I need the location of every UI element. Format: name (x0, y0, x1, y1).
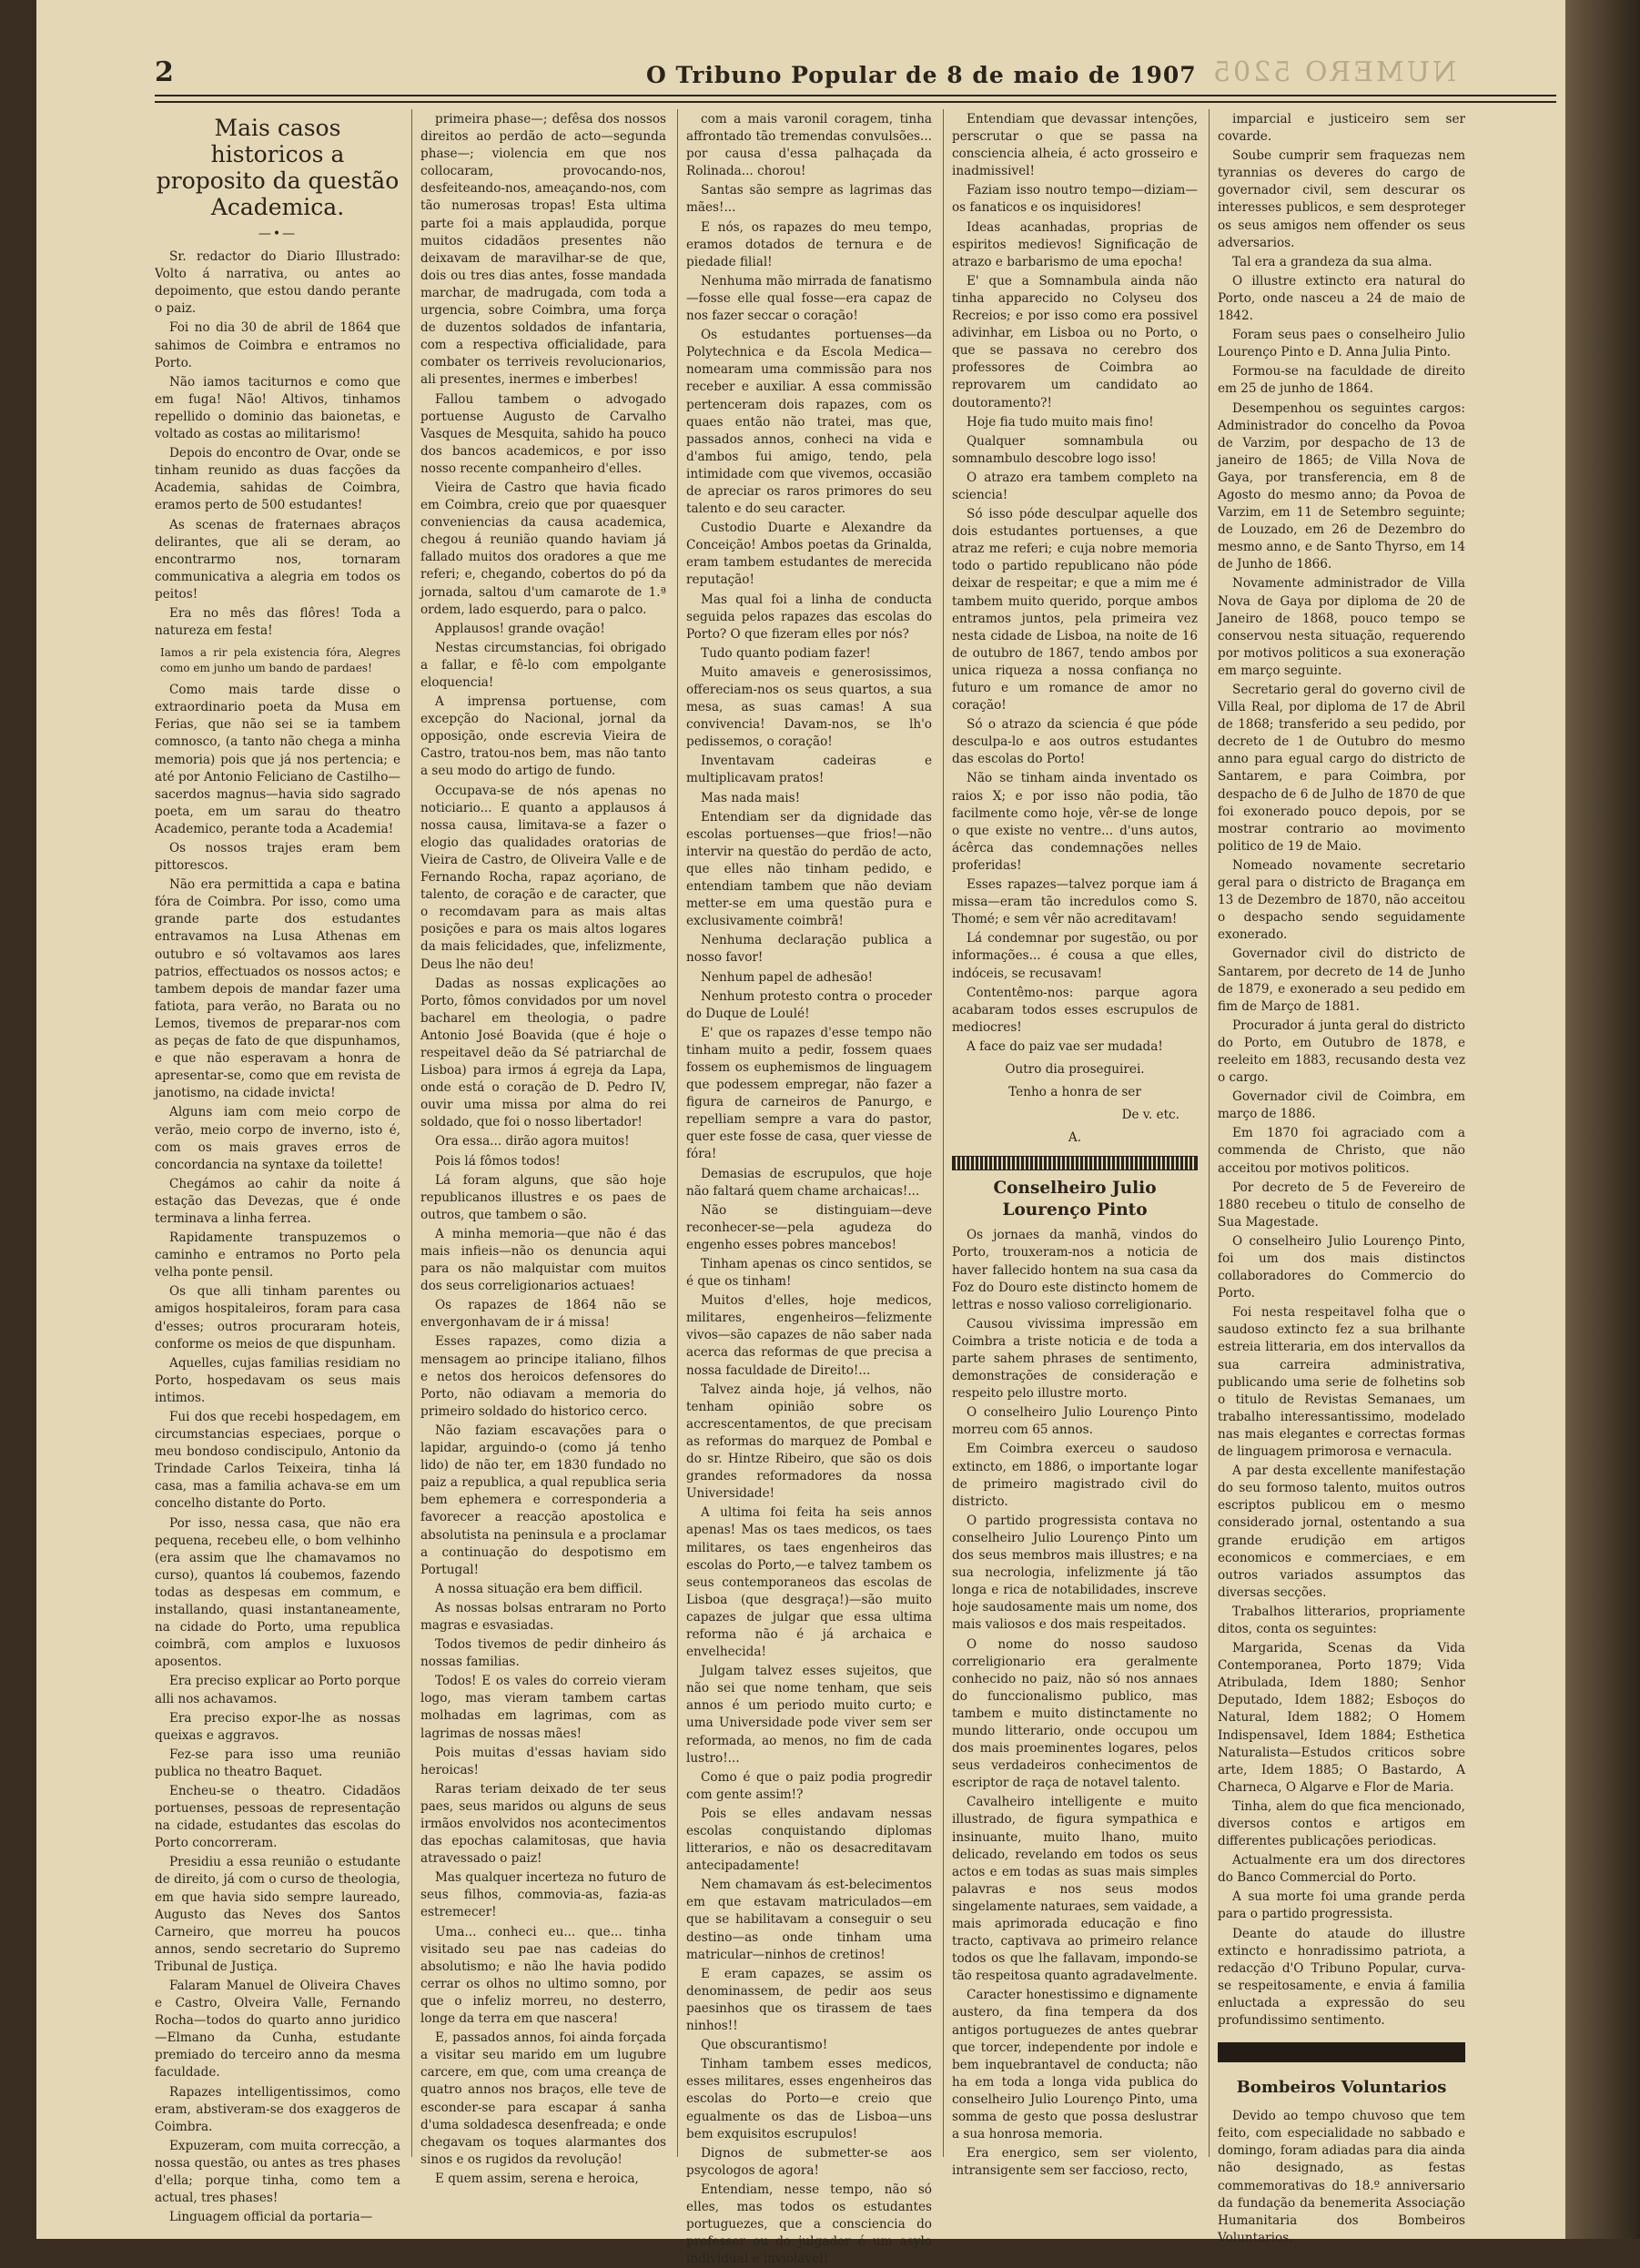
paragraph: Por decreto de 5 de Fevereiro de 1880 recebeu o titulo de conselho de Sua Magestade. (1218, 1180, 1465, 1230)
paragraph: Procurador á junta geral do districto do Porto, em Outubro de 1878, e reeleito em 1883, recusando desta vez o cargo. (1218, 1018, 1465, 1086)
paragraph: Chegámos ao cahir da noite á estação das Devezas, que é onde terminava a linha ferrea. (155, 1176, 400, 1226)
paragraph: Em Coimbra exerceu o saudoso extincto, em 1886, o importante logar de primeiro magistrado civil do districto. (952, 1442, 1198, 1509)
paragraph: Tinham apenas os cinco sentidos, se é que os tinham! (686, 1257, 932, 1290)
paragraph: Demasias de escrupulos, que hoje não faltará quem chame archaicas!... (686, 1166, 932, 1199)
author-initial: A. (1068, 1130, 1082, 1146)
paragraph: Muitos d'elles, hoje medicos, militares, engenheiros—felizmente vivos—são capazes de não saber nada acerca das reformas de que precisa a nossa faculdade de Direito!... (686, 1293, 932, 1378)
masthead: O Tribuno Popular de 8 de maio de 1907 (646, 62, 1197, 88)
paragraph: Contentêmo-nos: parque agora acabaram todos esses escrupulos de mediocres! (952, 985, 1198, 1035)
paragraph: Talvez ainda hoje, já velhos, não tenham opinião sobre os accrescentamentos, de que precisam as reformas do marquez de Pombal e do sr. Hintze Ribeiro, que são os dois grandes reformadores da nossa Universidade! (686, 1382, 932, 1502)
paragraph: Todos! E os vales do correio vieram logo, mas vieram tambem cartas molhadas em lagrimas, com as lagrimas de nossas mães! (420, 1674, 666, 1741)
paragraph: Era no mês das flôres! Toda a natureza em festa! (155, 605, 400, 639)
article-body (952, 111, 1198, 1056)
paragraph: Vieira de Castro que havia ficado em Coimbra, creio que por quaesquer conveniencias da causa academica, chegou á reunião quando haviam já fallado muitos dos oradores a que me referi; e, chegando, cobertos do pó da jornada, saltou d'um camarote de 1.ª ordem, lado esquerdo, para o palco. (420, 480, 666, 617)
paragraph: com a mais varonil coragem, tinha affrontado tão tremendas convulsões... por causa d'essa palhaçada da Rolinada... chorou! (686, 112, 932, 179)
paragraph: Inventavam cadeiras e multiplicavam pratos! (686, 754, 932, 786)
paragraph: As nossas bolsas entraram no Porto magras e esvasiadas. (420, 1600, 666, 1633)
paragraph: Fallou tambem o advogado portuense Augusto de Carvalho Vasques de Mesquita, sahido ha pouco dos bancos academicos, e por isso nosso recente companheiro d'elles. (420, 391, 666, 476)
paragraph: E, passados annos, foi ainda forçada a visitar seu marido em um lugubre carcere, em que, com uma creança de quatro annos nos braços, elle teve de esconder-se para escapar á sanha d'uma soldadesca desenfreada; e onde chegavam os toques alarmantes dos sinos e os rugidos da revolução! (420, 2030, 666, 2167)
column-divider (1209, 109, 1210, 2157)
paragraph: Julgam talvez esses sujeitos, que não sei que nome tenham, que seis annos é um periodo muito curto; e uma Universidade pode viver sem ser reformada, ao menos, no fim de cada lustro!... (686, 1664, 932, 1766)
paragraph: Rapazes intelligentissimos, como eram, abstiveram-se dos exaggeros de Coimbra. (155, 2084, 400, 2134)
paragraph: Governador civil de Coimbra, em março de 1886. (1218, 1089, 1465, 1122)
paragraph: Presidiu a essa reunião o estudante de direito, já com o curso de theologia, em que havia sido sempre laureado, Augusto das Neves dos Santos Carneiro, que morreu ha poucos annos, sendo secretario do Supremo Tribunal de Justiça. (155, 1855, 400, 1974)
paragraph: Qualquer somnambula ou somnambulo descobre logo isso! (952, 433, 1198, 466)
paragraph: Era preciso explicar ao Porto porque alli nos achavamos. (155, 1674, 400, 1706)
paragraph: A face do paiz vae ser mudada! (967, 1038, 1163, 1054)
paragraph: Alguns iam com meio corpo de verão, meio corpo de inverno, isto é, com os mais graves erros de concordancia na syntaxe da toilette! (155, 1105, 400, 1172)
paragraph: A imprensa portuense, com excepção do Nacional, jornal da opposição, onde escrevia Vieira de Castro, tratou-nos bem, mas não tanto a seu modo do artigo de fundo. (420, 694, 666, 779)
column-divider (677, 109, 678, 2157)
column-1 (155, 111, 400, 2225)
paragraph: Mas nada mais! (701, 790, 801, 805)
paragraph: Cavalheiro intelligente e muito illustrado, de figura sympathica e insinuante, muito lhano, muito delicado, revelando em todos os seus actos e em todas as suas mais simples palavras e nos seus modos singelamente naturaes, sem vaidade, a mais aprimorada educação e fino tracto, captivava ao primeiro relance todos os que lhe fallavam, impondo-se tão respeitosa quanto agradavelmente. (952, 1795, 1198, 1984)
paragraph: imparcial e justiceiro sem ser covarde. (1218, 112, 1465, 145)
newspaper-page (36, 0, 1565, 2267)
paragraph: Como mais tarde disse o extraordinario poeta da Musa em Ferias, que não sei se ia tambem comnosco, (a tanto não chega a minha memoria) pois que já nos pertencia; e até por Antonio Feliciano de Castilho—sacerdos magnus—havia sido sagrado poeta, em um sarau do theatro Academico, perante toda a Academia! (155, 683, 400, 836)
column-divider (411, 109, 412, 2157)
headline-dash: —•— (258, 227, 298, 241)
paragraph: Como é que o paiz podia progredir com gente assim!? (686, 1769, 932, 1802)
paragraph: Depois do encontro de Ovar, onde se tinham reunido as duas facções da Academia, sahidas de Coimbra, eramos perto de 500 estudantes! (155, 446, 400, 513)
paragraph: Ideas acanhadas, proprias de espiritos medievos! Significação de atrazo e barbarismo de uma epocha! (952, 219, 1198, 269)
paragraph: Margarida, Scenas da Vida Contemporanea, Porto 1879; Vida Atribulada, Idem 1880; Senhor Deputado, Idem 1882; Esboços do Natural, Idem 1882; O Homem Indispensavel, Idem 1884; Esthetica Naturalista—Estudos criticos sobre arte, Idem 1885; O Bastardo, A Charneca, O Algarve e Flor de Maria. (1218, 1641, 1465, 1795)
paragraph: A minha memoria—que não é das mais infieis—não os denuncia aqui para os não malquistar com muitos dos seus correligionarios actuaes! (420, 1226, 666, 1294)
article-body (155, 248, 400, 640)
paragraph: Custodio Duarte e Alexandre da Conceição! Ambos poetas da Grinalda, eram tambem estudantes de merecida reputação! (686, 521, 932, 588)
paragraph: Tinham tambem esses medicos, esses militares, esses engenheiros das escolas do Porto—e creio que egualmente os das de Lisboa—uns bem exquisitos escrupulos! (686, 2057, 932, 2141)
paragraph: Pois muitas d'essas haviam sido heroicas! (420, 1745, 666, 1777)
paragraph: Aquelles, cujas familias residiam no Porto, hospedavam os seus mais intimos. (155, 1355, 400, 1405)
paragraph: Ora essa... dirão agora muitos! (435, 1134, 630, 1149)
paragraph: O partido progressista contava no conselheiro Julio Lourenço Pinto um dos seus membros mais illustres; e na sua necrologia, infelizmente já tão longa e rica de notabilidades, inscreve hoje saudosamente mais um nome, dos mais valiosos e dos mais respeitados. (952, 1513, 1198, 1633)
article-body (1218, 111, 1465, 2030)
page-header (155, 56, 1556, 96)
paragraph: Santas são sempre as lagrimas das mães!... (686, 183, 932, 216)
paragraph: Pois lá fômos todos! (435, 1153, 561, 1169)
article-body (420, 111, 666, 2188)
paragraph: Era preciso expor-lhe as nossas queixas e aggravos. (155, 1710, 400, 1743)
paragraph: E quem assim, serena e heroica, (435, 2171, 639, 2186)
fire-brigade-headline: Bombeiros Voluntarios (1236, 2078, 1447, 2098)
paragraph: Formou-se na faculdade de direito em 25 de junho de 1864. (1218, 364, 1465, 397)
paragraph: Devido ao tempo chuvoso que tem feito, com especialidade no sabbado e domingo, foram adiadas para dia ainda não designado, as festas commemorativas do 18.º anniversario da fundação da benemerita Associação Humanitaria dos Bombeiros Voluntarios. (1218, 2109, 1465, 2245)
paragraph: Soube cumprir sem fraquezas nem tyrannias os deveres do cargo de governador civil, sem descurar os interesses publicos, e sem desproteger os seus amigos nem offender os seus adversarios. (1218, 148, 1465, 250)
paragraph: Governador civil do districto de Santarem, por decreto de 14 de Junho de 1879, e exonerado a seu pedido em fim de Março de 1881. (1218, 947, 1465, 1014)
paragraph: Dadas as nossas explicações ao Porto, fômos convidados por um novel bacharel em theologia, o padre Antonio José Boavida (que é hoje o respeitavel deão da Sé patriarchal de Lisboa) para irmos á egreja da Lapa, onde está o coração de D. Pedro IV, ouvir uma missa por alma do rei soldado, que foi o nosso libertador! (420, 976, 666, 1130)
paragraph: E nós, os rapazes do meu tempo, eramos dotados de ternura e de piedade filial! (686, 219, 932, 269)
paragraph: Trabalhos litterarios, propriamente ditos, conta os seguintes: (1218, 1604, 1465, 1636)
paragraph: Rapidamente transpuzemos o caminho e entramos no Porto pela velha ponte pensil. (155, 1230, 400, 1281)
paragraph: Tudo quanto podiam fazer! (701, 645, 871, 661)
paragraph: Que obscurantismo! (701, 2038, 828, 2053)
paragraph: A ultima foi feita ha seis annos apenas! Mas os taes medicos, os taes militares, os taes engenheiros das escolas do Porto,—e talvez tambem os seus contemporaneos das escolas de Lisboa (que desgraça!)—são muito capazes de julgar que essa ultima reforma não é já archaica e envelhecida! (686, 1505, 932, 1660)
paragraph: Actualmente era um dos directores do Banco Commercial do Porto. (1218, 1853, 1465, 1886)
paragraph: Não se tinham ainda inventado os raios X; e por isso não podia, tão facilmente como hoje, vêr-se de longe o que existe no ventre... d'uns autos, ácêrca das condemnações nelles proferidas! (952, 771, 1198, 873)
paragraph: Hoje fia tudo muito mais fino! (967, 414, 1154, 430)
paragraph: Os jornaes da manhã, vindos do Porto, trouxeram-nos a noticia de haver fallecido hontem na sua casa da Foz do Douro este distincto homem de lettras e nosso valioso correligionario. (952, 1228, 1198, 1312)
paragraph: Os rapazes de 1864 não se envergonhavam de ir á missa! (420, 1298, 666, 1331)
paragraph: Sr. redactor do Diario Illustrado: Volto á narrativa, ou antes ao depoimento, que estou dando perante o paiz. (155, 249, 400, 317)
paragraph: Mas qualquer incerteza no futuro de seus filhos, commovia-as, fazia-as estremecer! (420, 1870, 666, 1920)
article-body (1218, 2108, 1465, 2247)
paragraph: A nossa situação era bem difficil. (435, 1581, 643, 1596)
paragraph: Não se distinguiam—deve reconhecer-se—pela agudeza do engenho esses pobres mancebos! (686, 1202, 932, 1252)
paragraph: As scenas de fraternaes abraços delirantes, que ali se deram, ao encontrarmo nos, tornaram communicativa a alegria em todos os peitos! (155, 517, 400, 602)
paragraph: E' que os rapazes d'esse tempo não tinham muito a pedir, fossem quaes fossem os euphemismos de linguagem que podessem empregar, não fazer a figura de carneiros de Panurgo, e repelliam sempre a vara do pastor, quer este fosse de casa, quer viesse de fóra! (686, 1025, 932, 1162)
paragraph: Uma... conheci eu... que... tinha visitado seu pae nas cadeias do absolutismo; e não lhe havia podido cerrar os olhos no ultimo somno, por que o infeliz morreu, no desterro, longe da terra em que nascera! (420, 1924, 666, 2027)
page-number: 2 (155, 56, 174, 88)
paragraph: Nenhum protesto contra o proceder do Duque de Loulé! (686, 988, 932, 1021)
ornamental-rule (952, 1156, 1198, 1170)
paragraph: Os estudantes portuenses—da Polytechnica e da Escola Medica—nomearam uma commissão para nos receber e auxiliar. A essa commissão pertenceram dois rapazes, com os quaes então não tratei, mas que, passados annos, conheci na vida e d'ambos fui amigo, tendo, pela intimidade com que vivemos, occasião de apreciar os raros primores do seu talento e do seu caracter. (686, 328, 932, 517)
paragraph: Nomeado novamente secretario geral para o districto de Bragança em 13 de Dezembro de 1870, não acceitou o despacho sendo seguidamente exonerado. (1218, 857, 1465, 943)
paragraph: Raras teriam deixado de ter seus paes, seus maridos ou alguns de seus irmãos envolvidos nos acontecimentos das epochas calamitosas, que havia atravessado o paiz! (420, 1781, 666, 1867)
paragraph: Fez-se para isso uma reunião publica no theatro Baquet. (155, 1747, 400, 1779)
paragraph: A sua morte foi uma grande perda para o partido progressista. (1218, 1889, 1465, 1922)
paragraph: Linguagem official da portaria— (169, 2210, 373, 2225)
column-3 (686, 111, 932, 2267)
paragraph: Os que alli tinham parentes ou amigos hospitaleiros, foram para casa d'esses; outros procuraram hoteis, conforme os meios de que dispunham. (155, 1284, 400, 1352)
paragraph: O conselheiro Julio Lourenço Pinto, foi um dos mais distinctos collaboradores do Commercio do Porto. (1218, 1233, 1465, 1301)
paragraph: O illustre extincto era natural do Porto, onde nasceu a 24 de maio de 1842. (1218, 273, 1465, 324)
black-separator-bar (1218, 2042, 1465, 2062)
paragraph: Encheu-se o theatro. Cidadãos portuenses, pessoas de representação na cidade, estudantes das escolas do Porto concorreram. (155, 1783, 400, 1851)
paragraph: A par desta excellente manifestação do seu formoso talento, muitos outros escriptos publicou em o mesmo considerado jornal, ostentando a sua grande erudição em artigos economicos e commerciaes, e em outros variados assumptos das diversas secções. (1218, 1463, 1465, 1600)
paragraph: Muito amaveis e generosissimos, offereciam-nos os seus quartos, a sua mesa, as suas camas! A sua convivencia! Davam-nos, se lh'o pedissemos, o coração! (686, 664, 932, 750)
paragraph: Foi nesta respeitavel folha que o saudoso extincto fez a sua brilhante estreia litteraria, em dos intervallos da sua carreira administrativa, publicando uma serie de folhetins sob o titulo de Revistas Semanaes, um trabalho interessantissimo, modelado nas mais elegantes e correctas formas de linguagem primorosa e vernacula. (1218, 1305, 1465, 1460)
paragraph: Só o atrazo da sciencia é que póde desculpa-lo e aos outros estudantes das escolas do Porto! (952, 717, 1198, 767)
column-4 (952, 111, 1198, 2179)
paragraph: Foram seus paes o conselheiro Julio Lourenço Pinto e D. Anna Julia Pinto. (1218, 328, 1465, 360)
paragraph: Novamente administrador de Villa Nova de Gaya por diploma de 20 de Janeiro de 1868, pouco tempo se conservou nesta situação, requerendo por motivos politicos a sua exoneração em março seguinte. (1218, 576, 1465, 678)
article-body (686, 111, 932, 2268)
paragraph: Mas qual foi a linha de conducta seguida pelos rapazes das escolas do Porto? O que fizeram elles por nós? (686, 592, 932, 642)
column-5 (1218, 111, 1465, 2245)
paragraph: Em 1870 foi agraciado com a commenda de Christo, que não acceitou por motivos politicos. (1218, 1126, 1465, 1176)
page-edge-shadow (1565, 0, 1640, 2239)
paragraph: Lá condemnar por sugestão, ou por informações... é cousa a que elles, indóceis, se recusavam! (952, 931, 1198, 981)
paragraph: Desempenhou os seguintes cargos: Administrador do concelho da Povoa de Varzim, por despacho de 13 de janeiro de 1865; de Villa Nova de Gaya, por transferencia, em 8 de Agosto do mesmo anno; da Povoa de Varzim, em 11 de Setembro seguinte; de Louzado, em 26 de Dezembro do mesmo anno, e de Santo Thyrso, em 14 de Junho de 1866. (1218, 400, 1465, 572)
paragraph: Entendiam, nesse tempo, não só elles, mas todos os estudantes portuguezes, que a consciencia do professor ou do julgador é um asylo individual e inviolavel! (686, 2182, 932, 2267)
signature-line: De v. etc. (1121, 1108, 1179, 1123)
paragraph: Foi no dia 30 de abril de 1864 que sahimos de Coimbra e entramos no Porto. (155, 320, 400, 370)
paragraph: Deante do ataude do illustre extincto e honradissimo patriota, a redacção d'O Tribuno Popular, curva-se respeitosamente, e envia á familia enluctada a expressão do seu profundissimo sentimento. (1218, 1926, 1465, 2029)
paragraph: Nenhuma mão mirrada de fanatismo—fosse elle qual fosse—era capaz de nos fazer seccar o coração! (686, 273, 932, 324)
paragraph: Só isso póde desculpar aquelle dos dois estudantes portuenses, a que atraz me referi; e cuja nobre memoria todo o partido republicano não póde deixar de respeitar; e que a mim me é tambem muito querido, porque ambos entramos juntos, pela primeira vez nesta cidade de Lisboa, na noite de 16 de outubro de 1867, tendo ambos por unica riqueza a nossa confiança no futuro e um romance de amor no coração! (952, 507, 1198, 714)
paragraph: Faziam isso noutro tempo—diziam—os fanaticos e os inquisidores! (952, 183, 1198, 216)
paragraph: Não era permittida a capa e batina fóra de Coimbra. Por isso, como uma grande parte dos estudantes entravamos na Lusa Athenas em outubro e só voltavamos aos lares patrios, effectuados os nossos actos; e tambem depois de mandar fazer uma fatiota, para verão, no Barata ou no Lemos, tivemos de preparar-nos com as peças de fato de que dispunhamos, e que não esperavam a honra de apresentar-se, como que em revista de janotismo, na cidade invicta! (155, 877, 400, 1101)
paragraph: Entendiam que devassar intenções, perscrutar o que se passa na consciencia alheia, é acto grosseiro e inadmissivel! (952, 112, 1198, 179)
article-body (155, 682, 400, 2226)
paragraph: Tal era a grandeza da sua alma. (1232, 254, 1432, 269)
paragraph: O atrazo era tambem completo na sciencia! (952, 470, 1198, 502)
paragraph: Nenhuma declaração publica a nosso favor! (686, 933, 932, 966)
paragraph: E' que a Somnambula ainda não tinha apparecido no Colyseu dos Recreios; e por isso como era possivel adivinhar, em Lisboa ou no Porto, o que se passava no cerebro dos professores de Coimbra ao reprovarem um candidato ao doutoramento?! (952, 273, 1198, 410)
paragraph: Nenhum papel de adhesão! (701, 969, 874, 985)
article-body (952, 1227, 1198, 2180)
column-divider (943, 109, 944, 2157)
closing-line: Outro dia proseguirei. (1005, 1061, 1145, 1077)
paragraph: Dignos de submetter-se aos psycologos de agora! (686, 2145, 932, 2178)
paragraph: Occupava-se de nós apenas no noticiario... E quanto a applausos á nossa causa, limitava-se a fazer o elogio das qualidades oratorias de Vieira de Castro, de Oliveira Valle e de Fernando Rocha, rapaz açoriano, de talento, de coração e de caracter, que o recomdavam para as mais altas posições e para os mais altos logares da mais felicidades, que, infelizmente, Deus lhe não deu! (420, 783, 666, 972)
paragraph: Entendiam ser da dignidade das escolas portuenses—que frios!—não intervir na questão do perdão de acto, que elles não tinham pedido, e entendiam tambem que não deviam metter-se em uma questão pura e exclusivamente coimbrã! (686, 809, 932, 929)
paragraph: Nestas circumstancias, foi obrigado a fallar, e fê-lo com empolgante eloquencia! (420, 640, 666, 690)
paragraph: Lá foram alguns, que são hoje republicanos illustres e os paes de outros, que tambem o são. (420, 1172, 666, 1222)
paragraph: Tinha, alem do que fica mencionado, diversos contos e artigos em differentes publicações periodicas. (1218, 1798, 1465, 1849)
paragraph: Applausos! grande ovação! (435, 621, 605, 636)
paragraph: Por isso, nessa casa, que não era pequena, recebeu elle, o bom velhinho (era assim que lhe chamavamos no curso), quantos lá coubemos, fazendo todas as despesas em commum, e installando, quasi instantaneamente, na cidade do Porto, uma republica coimbrã, com amplos e luxuosos aposentos. (155, 1515, 400, 1670)
paragraph: Esses rapazes, como dizia a mensagem ao principe italiano, filhos e netos dos heroicos defensores do Porto, não odiavam a memoria do primeiro soldado do historico cerco. (420, 1334, 666, 1419)
paragraph: Caracter honestissimo e dignamente austero, da fina tempera da dos antigos portuguezes de antes quebrar que torcer, independente por indole e bem inquebrantavel de conducta; não ha em toda a longa vida publica do conselheiro Julio Lourenço Pinto, uma somma de gesto que possa deslustrar a sua honrosa memoria. (952, 1988, 1198, 2142)
paragraph: Era energico, sem ser violento, intransigente sem ser faccioso, recto, (952, 2146, 1198, 2179)
paragraph: O nome do nosso saudoso correligionario era geralmente conhecido no paiz, não só nos annaes do funccionalismo publico, mas tambem e muito distinctamente no mundo litterario, onde occupou um dos mais proeminentes logares, pelos seus verdadeiros conhecimentos de escriptor de raça de notavel talento. (952, 1636, 1198, 1791)
obituary-headline: Conselheiro Julio Lourenço Pinto (993, 1179, 1157, 1220)
paragraph: O conselheiro Julio Lourenço Pinto morreu com 65 annos. (952, 1405, 1198, 1438)
paragraph: Secretario geral do governo civil de Villa Real, por diploma de 17 de Abril de 1868; transferido a seu pedido, por decreto de 1 de Outubro do mesmo anno para egual cargo do districto de Santarem, e para Coimbra, por despacho de 6 de Julho de 1870 de que foi exonerado pouco depois, por se mostrar contrario ao movimento politico de 19 de Maio. (1218, 683, 1465, 854)
paragraph: E eram capazes, se assim os denominassem, de pedir aos seus paesinhos que os tirassem de taes ninhos!! (686, 1966, 932, 2034)
header-rule (155, 95, 1556, 103)
paragraph: Todos tivemos de pedir dinheiro ás nossas familias. (420, 1637, 666, 1670)
paragraph: Não faziam escavações para o lapidar, arguindo-o (como já tenho lido) de não ter, em 1830 fundado no paiz a republica, a qual republica seria bem ephemera e corresponderia a favorecer a reacção apostolica e absolutista na peninsula e a proclamar a continuação do despotismo em Portugal! (420, 1423, 666, 1577)
salutation: Tenho a honra de ser (1008, 1085, 1141, 1100)
paragraph: Expuzeram, com muita correcção, a nossa questão, ou antes as tres phases d'ella; porque tinha, como tem a actual, tres phases! (155, 2138, 400, 2206)
column-2 (420, 111, 666, 2186)
paragraph: Esses rapazes—talvez porque iam á missa—eram tão incredulos como S. Thomé; e sem vêr não acreditavam! (952, 877, 1198, 927)
paragraph: Nem chamavam ás est-belecimentos em que estavam matriculados—em que se habilitavam a conseguir o seu destino—as onde tinham uma matricular—ninhos de cretinos! (686, 1878, 932, 1962)
paragraph: Fui dos que recebi hospedagem, em circumstancias especiaes, porque o meu bondoso condiscipulo, Antonio da Trindade Carlos Teixeira, tinha lá casa, mas a familia achava-se em um concelho distante do Porto. (155, 1410, 400, 1512)
paragraph: Falaram Manuel de Oliveira Chaves e Castro, Olveira Valle, Fernando Rocha—todos do quarto anno juridico—Elmano da Cunha, estudante premiado do terceiro anno da mesma faculdade. (155, 1979, 400, 2081)
article-headline: Mais casos historicos a proposito da questão Academica. (156, 115, 400, 220)
paragraph: Causou vivissima impressão em Coimbra a triste noticia e de toda a parte sahem phrases de sentimento, demonstrações de consideração e respeito pelo illustre morto. (952, 1316, 1198, 1402)
bleed-through-text: NUMERO 5205 (1210, 56, 1457, 88)
paragraph: Os nossos trajes eram bem pittorescos. (155, 841, 400, 874)
verse-quote: Iamos a rir pela existencia fóra, Alegres como em junho um bando de pardaes! (160, 646, 400, 675)
paragraph: Não iamos taciturnos e como que em fuga! Não! Altivos, tinhamos repellido o dominio das baionetas, e voltado as costas ao militarismo! (155, 374, 400, 442)
paragraph: Pois se elles andavam nessas escolas conquistando diplomas litterarios, e não os desacreditavam antecipadamente! (686, 1806, 932, 1874)
paragraph: primeira phase—; defêsa dos nossos direitos ao perdão de acto—segunda phase—; violencia em que nos collocaram, provocando-nos, desfeiteando-nos, ameaçando-nos, com tão numerosas tropas! Esta ultima parte foi a mais applaudida, porque muitos cidadãos presentes não deixavam de maravilhar-se de que, dois ou tres dias antes, fosse mandada marchar, de madrugada, com toda a urgencia, sobre Coimbra, uma força de duzentos soldados de infantaria, com a respectiva officialidade, para combater os terriveis revolucionarios, ali presentes, inermes e imberbes! (420, 112, 666, 388)
